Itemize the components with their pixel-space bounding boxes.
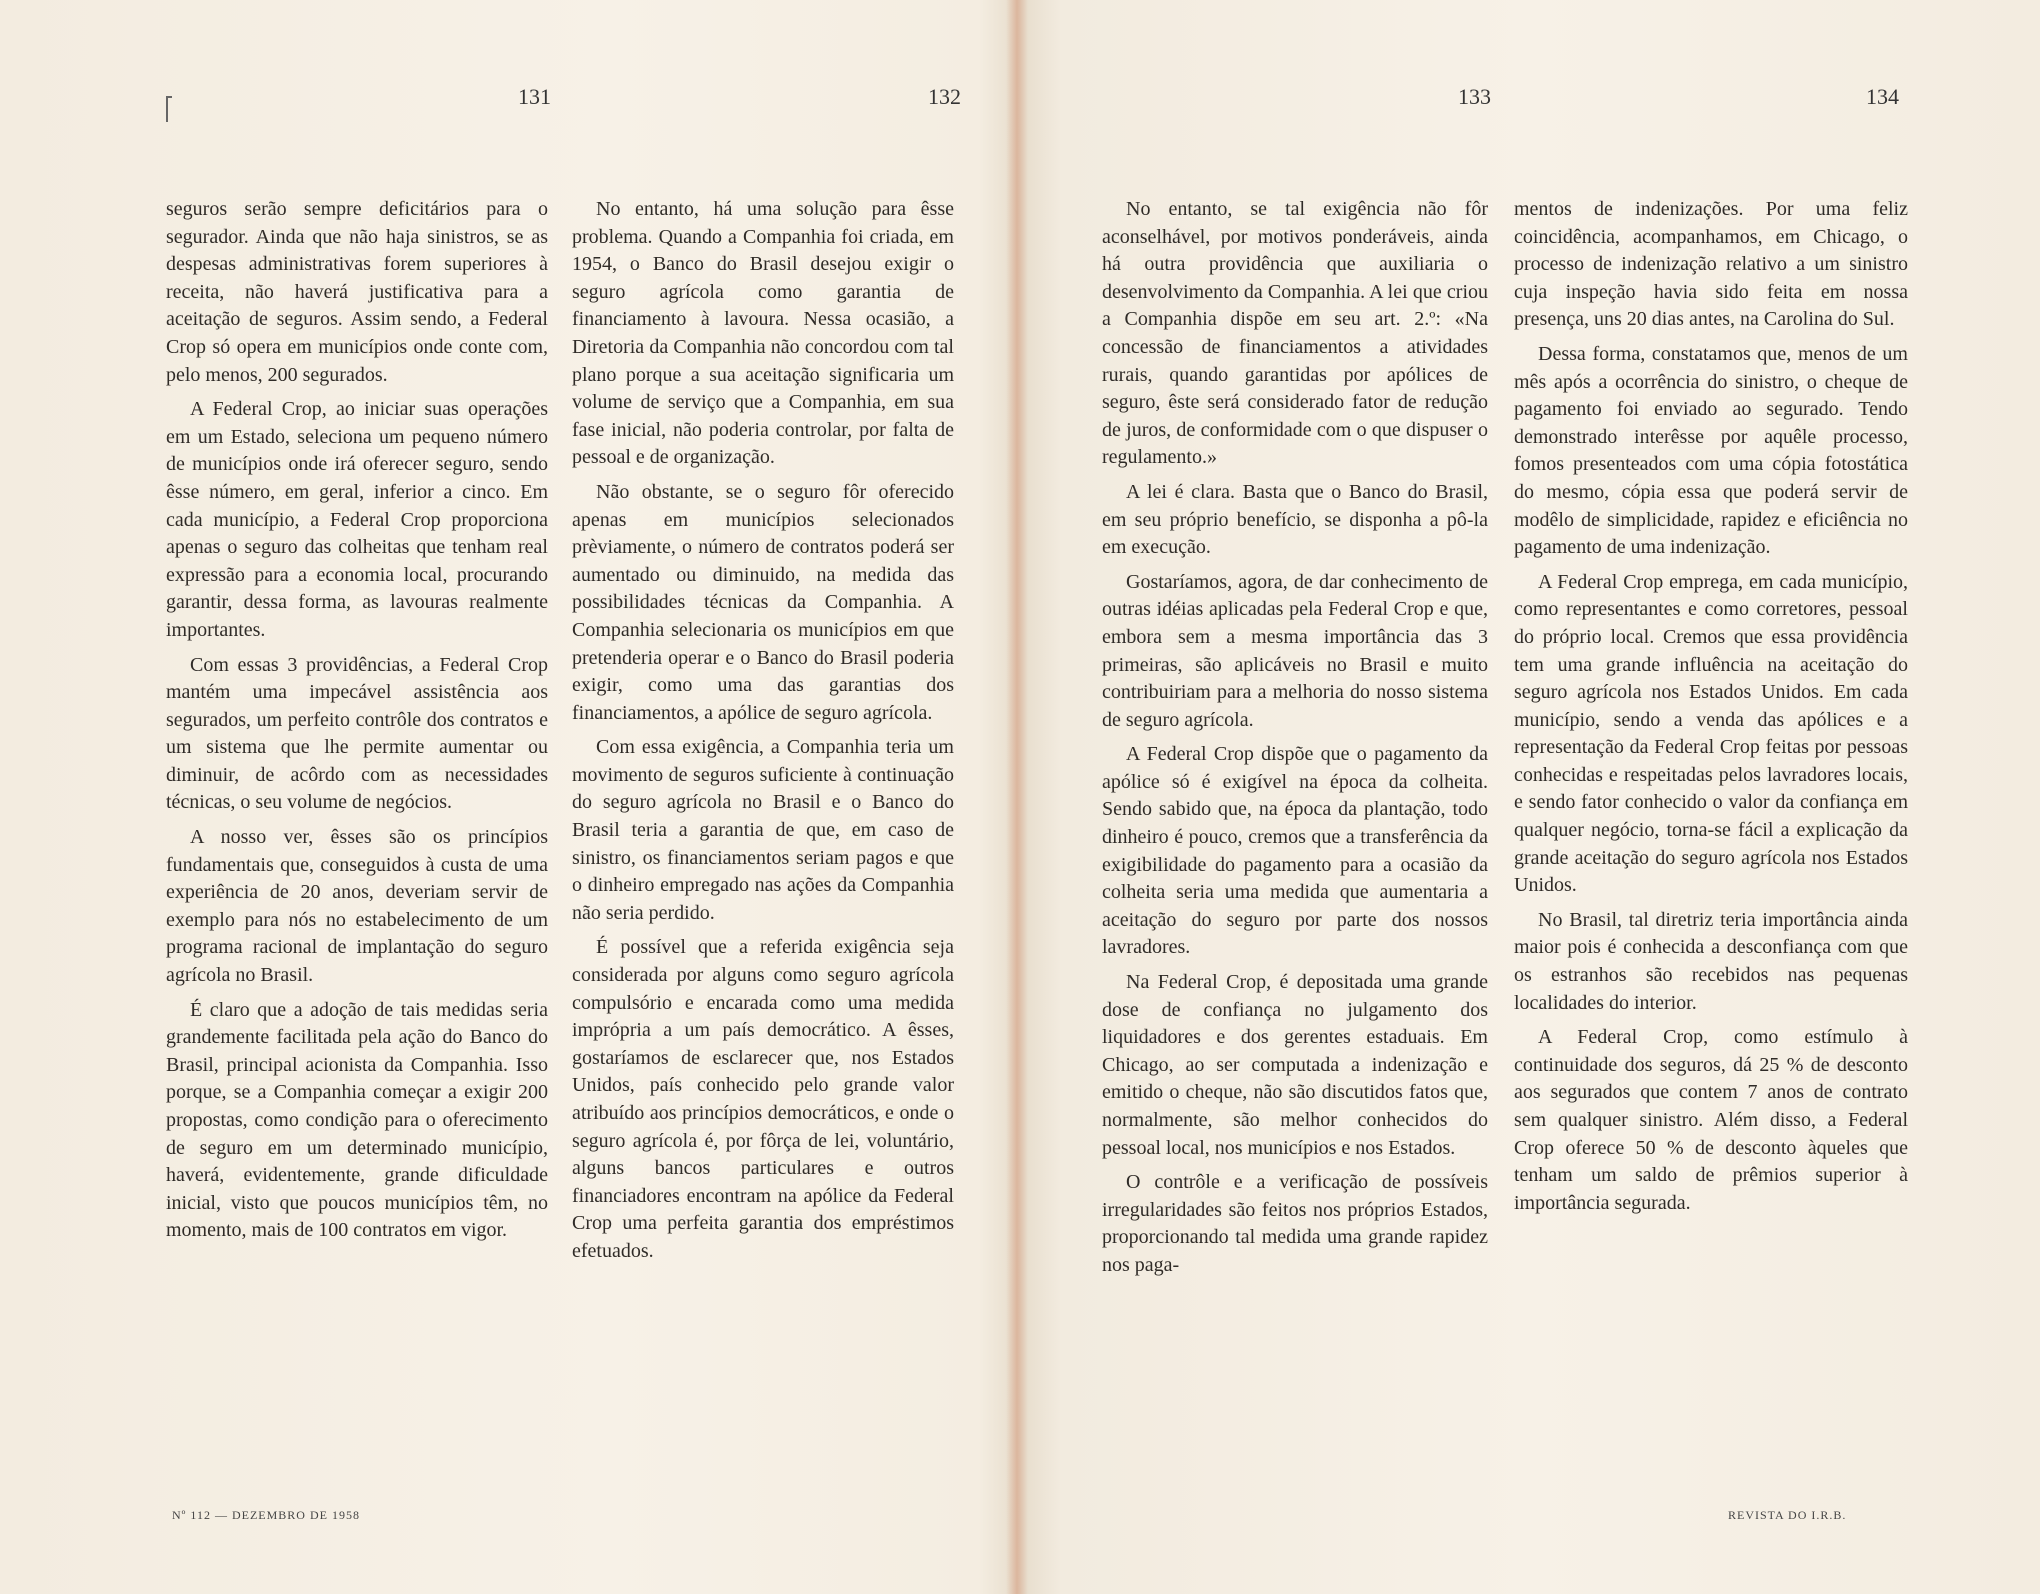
column-page-132 xyxy=(572,196,954,1273)
page-number-132: 132 xyxy=(928,84,961,109)
crop-mark xyxy=(166,96,168,122)
column-page-133 xyxy=(1102,196,1488,1287)
paragraph: É claro que a adoção de tais medidas seria grandemente facilitada pela ação do Banco do Brasil, principal acionista da Companhia. Isso porque, se a Companhia começar a exigir 200 propostas, como condição para o oferecimento de seguro em um determinado município, haverá, evidentemente, grande dificuldade inicial, visto que poucos municípios têm, no momento, mais de 100 contratos em vigor. xyxy=(166,998,548,1242)
paragraph: A Federal Crop, como estímulo à continuidade dos seguros, dá 25 % de desconto aos segurados que contem 7 anos de contrato sem qualquer sinistro. Além disso, a Federal Crop oferece 50 % de desconto àqueles que tenham um saldo de prêmios superior à importância segurada. xyxy=(1514,1026,1908,1214)
paragraph: mentos de indenizações. Por uma feliz coincidência, acompanhamos, em Chicago, o processo de indenização relativo a um sinistro cuja inspeção havia sido feita em nossa presença, uns 20 dias antes, na Carolina do Sul. xyxy=(1514,198,1908,331)
paragraph: Com essas 3 providências, a Federal Crop mantém uma impecável assistência aos segurados, um perfeito contrôle dos contratos e um sistema que lhe permite aumentar ou diminuir, de acôrdo com as necessidades técnicas, o seu volume de negócios. xyxy=(166,653,548,814)
paragraph: A nosso ver, êsses são os princípios fundamentais que, conseguidos à custa de uma experiência de 20 anos, deveriam servir de exemplo para nós no estabelecimento de um programa racional de implantação do seguro agrícola no Brasil. xyxy=(166,826,548,987)
column-page-131 xyxy=(166,196,548,1252)
paragraph: No Brasil, tal diretriz teria importância ainda maior pois é conhecida a desconfiança com que os estranhos são recebidos nas pequenas localidades do interior. xyxy=(1514,908,1908,1014)
paragraph: Não obstante, se o seguro fôr oferecido apenas em municípios selecionados prèviamente, o número de contratos poderá ser aumentado ou diminuido, na medida das possibilidades técnicas da Companhia. A Companhia selecionaria os municípios em que pretenderia operar e o Banco do Brasil poderia exigir, como uma das garantias dos financiamentos, a apólice de seguro agrícola. xyxy=(572,480,954,724)
paragraph: A lei é clara. Basta que o Banco do Brasil, em seu próprio benefício, se disponha a pô-la em execução. xyxy=(1102,480,1488,559)
footer-journal-name: REVISTA DO I.R.B. xyxy=(1728,1508,1847,1522)
paragraph: Gostaríamos, agora, de dar conhecimento de outras idéias aplicadas pela Federal Crop e que, embora sem a mesma importância das 3 primeiras, são aplicáveis no Brasil e muito contribuiriam para a melhoria do nosso sistema de seguro agrícola. xyxy=(1102,570,1488,731)
paragraph: Na Federal Crop, é depositada uma grande dose de confiança no julgamento dos liquidadores e dos gerentes estaduais. Em Chicago, ao ser computada a indenização e emitido o cheque, não são discutidos fatos que, normalmente, são melhor conhecidos do pessoal local, nos municípios e nos Estados. xyxy=(1102,971,1488,1159)
paragraph: A Federal Crop, ao iniciar suas operações em um Estado, seleciona um pequeno número de municípios onde irá oferecer seguro, sendo êsse número, em geral, inferior a cinco. Em cada município, a Federal Crop proporciona apenas o seguro das colheitas que tenham real expressão para a economia local, procurando garantir, dessa forma, as lavouras realmente importantes. xyxy=(166,398,548,641)
page-number-131: 131 xyxy=(518,84,551,109)
column-page-134 xyxy=(1514,196,1908,1224)
page-number-134: 134 xyxy=(1866,84,1899,109)
paragraph: No entanto, há uma solução para êsse problema. Quando a Companhia foi criada, em 1954, o Banco do Brasil desejou exigir o seguro agrícola como garantia de financiamento à lavoura. Nessa ocasião, a Diretoria da Companhia não concordou com tal plano porque a sua aceitação significaria um volume de serviço que a Companhia, em sua fase inicial, não poderia controlar, por falta de pessoal e de organização. xyxy=(572,198,954,469)
paragraph: O contrôle e a verificação de possíveis irregularidades são feitos nos próprios Estados, proporcionando tal medida uma grande rapidez nos paga- xyxy=(1102,1171,1488,1276)
paragraph: Com essa exigência, a Companhia teria um movimento de seguros suficiente à continuação do seguro agrícola no Brasil e o Banco do Brasil teria a garantia de que, em caso de sinistro, os financiamentos seriam pagos e que o dinheiro empregado nas ações da Companhia não seria perdido. xyxy=(572,736,954,924)
page-number-133: 133 xyxy=(1458,84,1491,109)
footer-issue-date: Nº 112 — DEZEMBRO DE 1958 xyxy=(172,1508,360,1522)
paragraph: É possível que a referida exigência seja considerada por alguns como seguro agrícola compulsório e encarada como uma medida imprópria a um país democrático. A êsses, gostaríamos de esclarecer que, nos Estados Unidos, país conhecido pelo grande valor atribuído aos princípios democráticos, e onde o seguro agrícola é, por fôrça de lei, voluntário, alguns bancos particulares e outros financiadores encontram na apólice da Federal Crop uma perfeita garantia dos empréstimos efetuados. xyxy=(572,936,954,1262)
paragraph: Dessa forma, constatamos que, menos de um mês após a ocorrência do sinistro, o cheque de pagamento foi enviado ao segurado. Tendo demonstrado interêsse por aquêle processo, fomos presenteados com uma cópia fotostática do mesmo, cópia essa que poderá servir de modêlo de simplicidade, rapidez e eficiência no pagamento de uma indenização. xyxy=(1514,342,1908,559)
paragraph: A Federal Crop emprega, em cada município, como representantes e como corretores, pessoal do próprio local. Cremos que essa providência tem uma grande influência na aceitação do seguro agrícola nos Estados Unidos. Em cada município, sendo a venda das apólices e a representação da Federal Crop feitas por pessoas conhecidas e respeitadas pelos lavradores locais, e sendo fator conhecido o valor da confiança em qualquer negócio, torna-se fácil a explicação da grande aceitação do seguro agrícola nos Estados Unidos. xyxy=(1514,570,1908,897)
paragraph: No entanto, se tal exigência não fôr aconselhável, por motivos ponderáveis, ainda há outra providência que auxiliaria o desenvolvimento da Companhia. A lei que criou a Companhia dispõe em seu art. 2.º: «Na concessão de financiamentos a atividades rurais, quando garantidas por apólices de seguro, êste será considerado fator de redução de juros, de conformidade com o que dispuser o regulamento.» xyxy=(1102,198,1488,469)
book-gutter xyxy=(1006,0,1028,1594)
paragraph: A Federal Crop dispõe que o pagamento da apólice só é exigível na época da colheita. Sendo sabido que, na época da plantação, todo dinheiro é pouco, cremos que a transferência da exigibilidade do pagamento para a ocasião da colheita seria uma medida que aumentaria a aceitação do seguro por parte dos nossos lavradores. xyxy=(1102,743,1488,959)
paragraph: seguros serão sempre deficitários para o segurador. Ainda que não haja sinistros, se as despesas administrativas forem superiores à receita, não haverá justificativa para a aceitação de seguros. Assim sendo, a Federal Crop só opera em municípios onde conte com, pelo menos, 200 segurados. xyxy=(166,198,548,386)
